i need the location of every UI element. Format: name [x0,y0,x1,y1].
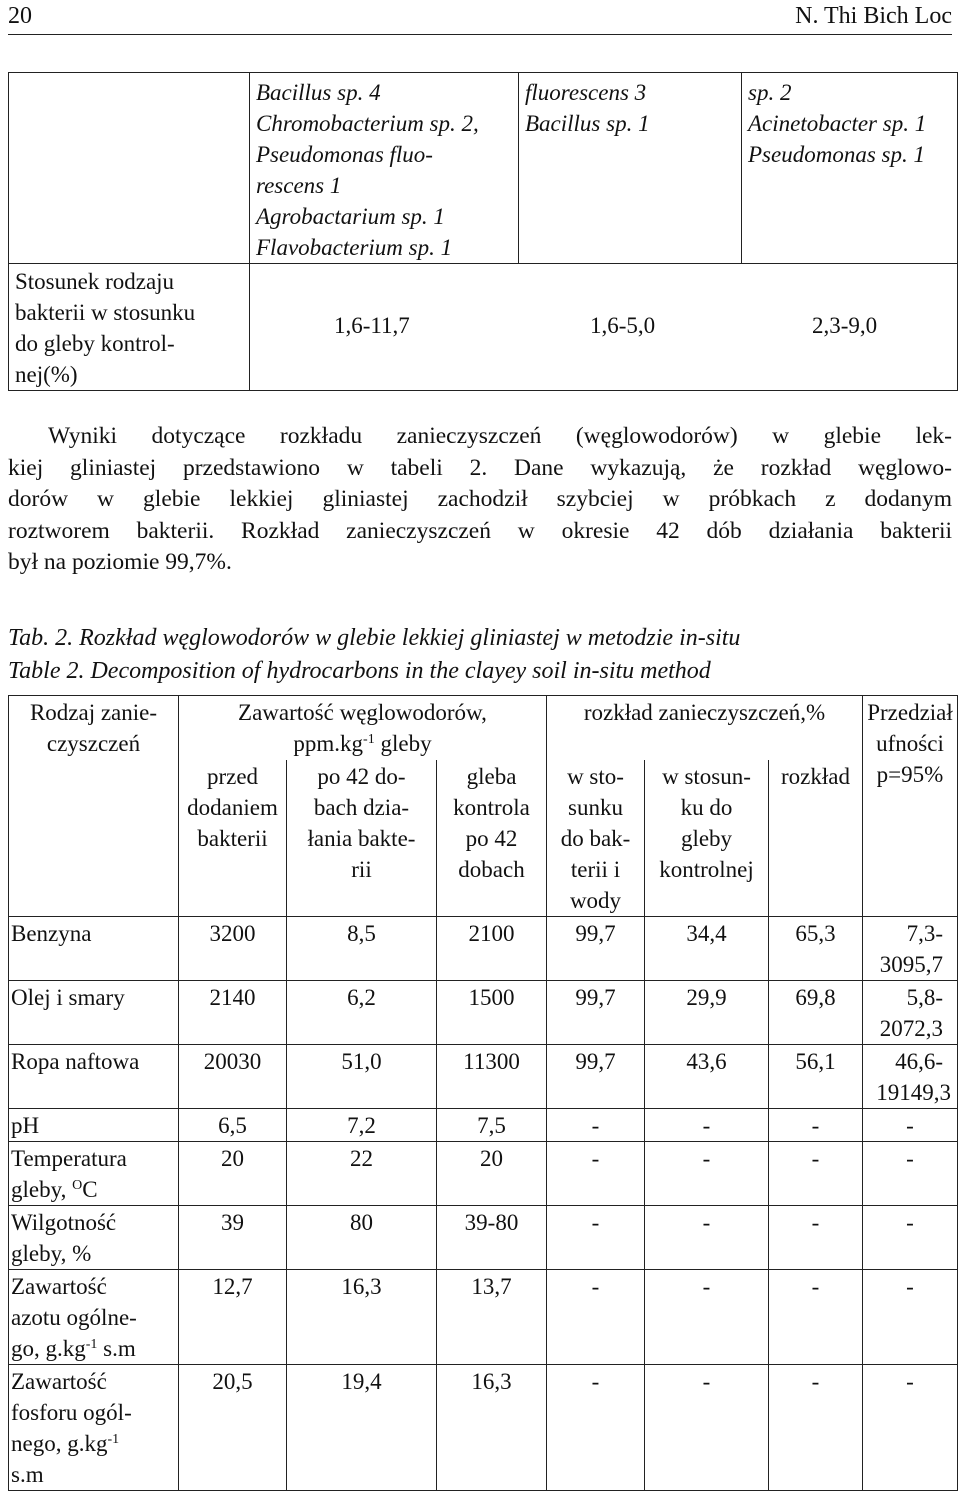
cell: 7,5 [437,1108,547,1141]
cell: 6,5 [179,1108,287,1141]
subheader-line: bakterii [197,825,268,851]
table1-empty-label-cell [9,73,250,264]
row-label-line: Temperatura [11,1145,127,1171]
cell: 16,3 [437,1364,547,1490]
table-row [9,1269,958,1364]
table-row [9,1205,958,1269]
ci-cell [863,916,958,980]
row-label-line: Zawartość [11,1273,107,1299]
cell: 12,7 [179,1269,287,1364]
paragraph-line: kiej gliniastej przedstawiono w tabeli 2. Dane wykazują, że rozkład węglowo- [8,454,952,481]
running-author: N. Thi Bich Loc [795,3,952,29]
row-label-line: gleby, % [11,1240,92,1266]
page-header [8,0,952,35]
row-label: pH [9,1108,179,1141]
bacteria-line: Flavobacterium sp. 1 [256,235,453,260]
subheader-line: po 42 [465,825,518,851]
ci-cell [863,1044,958,1108]
table-row [9,1044,958,1108]
table-row [9,1141,958,1205]
subheader-rozklad [769,760,863,917]
subheader-line: do bak- [560,825,631,851]
subheader-line: sunku [568,794,623,820]
cell: - [645,1364,769,1490]
ci-line: 5,8- [906,984,943,1010]
cell: 20,5 [179,1364,287,1490]
table2-caption-pl: Tab. 2. Rozkład węglowodorów w glebie lekkiej gliniastej w metodzie in-situ [8,625,741,651]
cell: 2100 [437,916,547,980]
bacteria-line: Agrobactarium sp. 1 [256,204,445,229]
cell: 20 [179,1141,287,1205]
cell: - [645,1108,769,1141]
cell: - [769,1108,863,1141]
row-label: Benzyna [9,916,179,980]
cell: 22 [287,1141,437,1205]
table1-col2-cell [519,73,742,264]
subheader-line: rozkład [781,763,850,789]
table1-values-cell [250,264,958,391]
row-label: Ropa naftowa [9,1044,179,1108]
cell: - [645,1269,769,1364]
cell: - [547,1141,645,1205]
cell: 13,7 [437,1269,547,1364]
label-text: gleby, [11,1176,73,1202]
cell: 39 [179,1205,287,1269]
header-line: Przedział [867,700,953,725]
cell: - [769,1205,863,1269]
cell: - [863,1205,958,1269]
row-label [9,1141,179,1205]
cell: 7,2 [287,1108,437,1141]
header-unit-line [179,728,546,759]
cell: 99,7 [547,980,645,1044]
cell: - [863,1364,958,1490]
cell: - [547,1364,645,1490]
header-line: p=95% [876,762,944,787]
cell: - [769,1269,863,1364]
header-line: Zawartość węglowodorów, [238,700,487,725]
table-row [9,1108,958,1141]
header-rodzaj [9,696,179,917]
cell: - [645,1205,769,1269]
subheader-wsto [547,760,645,917]
cell: 65,3 [769,916,863,980]
header-przedzial [863,696,958,917]
row-label-line: nej(%) [15,362,78,387]
ci-line: 7,3- [906,920,943,946]
cell: - [547,1269,645,1364]
row-label-line: s.m [11,1461,44,1487]
row-label: Olej i smary [9,980,179,1044]
unit-text: ppm.kg [293,731,364,756]
table-bacteria-continued [8,72,958,391]
cell: 2140 [179,980,287,1044]
subheader-line: gleba [466,763,517,789]
unit-tail: gleby [374,731,432,756]
header-line: czyszczeń [46,731,141,756]
row-label-line [11,1174,178,1205]
page-number: 20 [8,3,32,29]
row-label [9,1205,179,1269]
cell: 43,6 [645,1044,769,1108]
subheader-line: bach dzia- [313,794,410,820]
row-label-line: Wilgotność [11,1209,117,1235]
cell: - [547,1108,645,1141]
unit-sup: -1 [363,732,375,747]
cell: - [769,1141,863,1205]
cell: 8,5 [287,916,437,980]
subheader-gleba [437,760,547,917]
label-sup: -1 [85,1336,98,1352]
label-tail: C [82,1176,98,1202]
ci-cell [863,980,958,1044]
bacteria-line: Pseudomonas fluo- [256,142,433,167]
bacteria-line: rescens 1 [256,173,342,198]
bacteria-line: sp. 2 [748,80,792,105]
subheader-line: w stosun- [662,763,751,789]
body-paragraph [8,421,952,579]
cell: 1500 [437,980,547,1044]
bacteria-line: fluorescens 3 [525,80,647,105]
bacteria-line: Acinetobacter sp. 1 [748,111,927,136]
table1-col3-cell [742,73,958,264]
subheader-line: kontrola [453,794,530,820]
label-text: go, g.kg [11,1335,86,1361]
bacteria-line: Bacillus sp. 4 [256,80,381,105]
row-label-line [11,1428,178,1459]
row-label-line: Zawartość [11,1368,107,1394]
ci-line: 2072,3 [879,1015,943,1041]
value-col1: 1,6-11,7 [334,313,410,338]
cell: 19,4 [287,1364,437,1490]
row-label-line: do gleby kontrol- [15,331,175,356]
table1-row-label [9,264,250,391]
label-text: nego, g.kg [11,1430,108,1456]
value-col3: 2,3-9,0 [812,313,878,338]
cell: 99,7 [547,1044,645,1108]
header-zawartosc [179,696,547,760]
ci-line: 46,6- [895,1048,943,1074]
bacteria-line: Chromobacterium sp. 2, [256,111,479,136]
value-col2: 1,6-5,0 [590,313,656,338]
subheader-line: terii i [570,856,621,882]
table-row [9,916,958,980]
row-label [9,1364,179,1490]
label-sup: O [72,1177,83,1193]
paragraph-line: Wyniki dotyczące rozkładu zanieczyszczeń (węglowodorów) w glebie lek- [48,423,952,449]
cell: 80 [287,1205,437,1269]
table1-col1-cell [250,73,519,264]
subheader-line: dobach [458,856,525,882]
subheader-line: łania bakte- [307,825,416,851]
header-line: Rodzaj zanie- [29,700,158,725]
cell: 3200 [179,916,287,980]
cell: 11300 [437,1044,547,1108]
subheader-line: gleby [680,825,733,851]
cell: - [863,1108,958,1141]
cell: - [769,1364,863,1490]
paragraph-line: dorów w glebie lekkiej gliniastej zachodził szybciej w próbkach z dodanym [8,486,952,512]
subheader-po42 [287,760,437,917]
subheader-line: ku do [680,794,733,820]
cell: 56,1 [769,1044,863,1108]
cell: - [863,1141,958,1205]
cell: - [645,1141,769,1205]
label-tail: s.m [97,1335,136,1361]
cell: 39-80 [437,1205,547,1269]
row-label-line [11,1333,178,1364]
paragraph-line: był na poziomie 99,7%. [8,549,232,575]
row-label-line: azotu ogólne- [11,1304,137,1330]
paragraph-line: roztworem bakterii. Rozkład zanieczyszczeń w okresie 42 dób działania bakterii [8,517,952,544]
cell: - [863,1269,958,1364]
header-rozklad [547,696,863,760]
ci-line: 3095,7 [879,951,943,977]
bacteria-line: Pseudomonas sp. 1 [748,142,925,167]
subheader-line: dodaniem [187,794,278,820]
bacteria-line: Bacillus sp. 1 [525,111,650,136]
subheader-wstosun [645,760,769,917]
subheader-line: rii [351,856,372,882]
cell: 69,8 [769,980,863,1044]
subheader-line: po 42 do- [317,763,406,789]
cell: 16,3 [287,1269,437,1364]
label-sup: -1 [107,1431,120,1447]
row-label [9,1269,179,1364]
ci-line: 19149,3 [876,1079,951,1105]
cell: 99,7 [547,916,645,980]
table2-caption-en: Table 2. Decomposition of hydrocarbons in the clayey soil in-situ method [8,658,711,684]
table2-hydrocarbons [8,695,958,1491]
subheader-przed [179,760,287,917]
table-row [9,980,958,1044]
subheader-line: przed [206,763,259,789]
subheader-line: kontrolnej [659,856,754,882]
cell: 6,2 [287,980,437,1044]
subheader-line: wody [569,887,622,913]
cell: 20 [437,1141,547,1205]
header-line: ufności [876,731,944,756]
cell: 20030 [179,1044,287,1108]
cell: 29,9 [645,980,769,1044]
cell: 34,4 [645,916,769,980]
cell: - [547,1205,645,1269]
table-row [9,1364,958,1490]
subheader-line: w sto- [567,763,624,789]
row-label-line: fosforu ogól- [11,1399,132,1425]
row-label-line: bakterii w stosunku [15,300,196,325]
cell: 51,0 [287,1044,437,1108]
row-label-line: Stosunek rodzaju [15,269,175,294]
header-line: rozkład zanieczyszczeń,% [583,700,826,725]
